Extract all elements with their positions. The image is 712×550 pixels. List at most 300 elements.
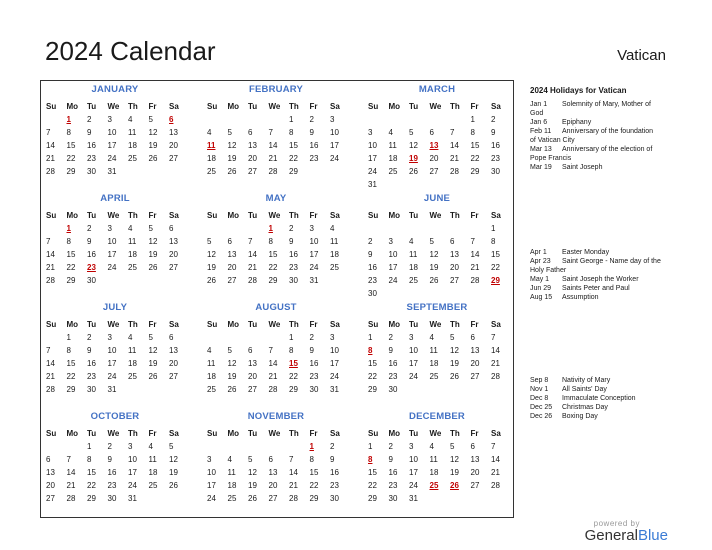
weekday-label: We: [107, 102, 120, 111]
weekday-label: Th: [450, 429, 460, 438]
day-cell: 30: [87, 276, 96, 285]
day-cell: 22: [470, 154, 480, 163]
day-cell: 11: [330, 237, 339, 246]
day-cell: 4: [429, 333, 434, 342]
weekday-label: Su: [368, 102, 379, 111]
weekday-label: Tu: [87, 102, 97, 111]
empty-cell: [228, 113, 249, 126]
day-cell: 19: [148, 141, 158, 150]
day-cell: 18: [128, 359, 137, 368]
weekday-label: Fr: [470, 320, 479, 329]
empty-cell: [409, 222, 430, 235]
day-cell: 3: [107, 333, 112, 342]
weekday-label: Sa: [330, 102, 340, 111]
holiday-day-cell: 1: [66, 115, 71, 124]
day-cell: 27: [470, 372, 480, 381]
weekday-label: Tu: [248, 211, 258, 220]
day-cell: 23: [87, 372, 96, 381]
day-cell: 31: [309, 276, 319, 285]
day-cell: 15: [368, 468, 377, 477]
weekday-label: We: [429, 211, 442, 220]
holiday-item: [530, 145, 700, 154]
day-cell: 13: [248, 359, 257, 368]
weekday-label: Th: [289, 320, 299, 329]
day-cell: 23: [388, 372, 398, 381]
holiday-date: Nov 1: [530, 386, 549, 393]
holiday-day-cell: 1: [309, 442, 314, 451]
day-cell: 28: [66, 494, 76, 503]
day-cell: 31: [107, 167, 117, 176]
day-cell: 2: [87, 115, 92, 124]
month-name: JANUARY: [91, 84, 139, 95]
weekday-label: Fr: [148, 320, 157, 329]
day-cell: 29: [66, 385, 76, 394]
month-name: NOVEMBER: [247, 411, 305, 422]
day-cell: 15: [66, 359, 76, 368]
day-cell: 30: [388, 385, 398, 394]
day-cell: 30: [87, 167, 96, 176]
day-cell: 6: [169, 333, 174, 342]
day-cell: 24: [309, 263, 319, 272]
weekday-label: Mo: [66, 102, 79, 111]
day-cell: 18: [330, 250, 339, 259]
day-cell: 7: [268, 346, 273, 355]
holiday-day-cell: 1: [66, 224, 71, 233]
holiday-item: [530, 248, 700, 257]
day-cell: 4: [330, 224, 335, 233]
day-cell: 16: [87, 250, 96, 259]
day-cell: 4: [388, 128, 393, 137]
weekday-label: We: [107, 429, 120, 438]
day-cell: 4: [207, 128, 212, 137]
day-cell: 5: [227, 128, 232, 137]
day-cell: 29: [309, 494, 319, 503]
empty-cell: [389, 222, 410, 235]
day-cell: 5: [248, 455, 253, 464]
month-name: DECEMBER: [409, 411, 465, 422]
day-cell: 21: [491, 359, 500, 368]
month-grid: [46, 427, 184, 505]
holiday-date: Aug 15: [530, 294, 553, 301]
day-cell: 7: [491, 333, 496, 342]
day-cell: 7: [46, 128, 51, 137]
weekday-label: Sa: [169, 429, 179, 438]
day-cell: 23: [289, 263, 298, 272]
month-name: MARCH: [418, 84, 456, 95]
day-cell: 18: [207, 372, 216, 381]
day-cell: 3: [409, 333, 414, 342]
day-cell: 12: [429, 250, 439, 259]
powered-by-label: powered by: [593, 519, 640, 528]
day-cell: 1: [491, 224, 496, 233]
weekday-label: Fr: [148, 102, 157, 111]
weekday-label: Su: [207, 211, 218, 220]
empty-cell: [248, 440, 269, 453]
day-cell: 13: [169, 128, 178, 137]
holiday-day-cell: 1: [268, 224, 273, 233]
day-cell: 31: [128, 494, 137, 503]
holiday-item: [530, 385, 700, 394]
month-october: [46, 411, 184, 505]
holiday-date: Apr 23: [530, 258, 551, 265]
holiday-item: [530, 257, 700, 266]
day-cell: 2: [309, 115, 314, 124]
day-cell: 9: [289, 237, 294, 246]
empty-cell: [248, 331, 269, 344]
day-cell: 7: [289, 455, 294, 464]
day-cell: 4: [207, 346, 212, 355]
weekday-label: Su: [368, 320, 379, 329]
holiday-name-continued: Pope Francis: [530, 155, 572, 162]
day-cell: 27: [169, 263, 178, 272]
day-cell: 25: [388, 167, 398, 176]
day-cell: 28: [46, 167, 55, 176]
day-cell: 6: [429, 128, 434, 137]
holiday-name: Epiphany: [562, 119, 592, 126]
day-cell: 7: [450, 128, 455, 137]
day-cell: 8: [470, 128, 475, 137]
weekday-label: Fr: [148, 429, 157, 438]
day-cell: 12: [148, 128, 158, 137]
day-cell: 5: [148, 115, 153, 124]
day-cell: 10: [207, 468, 216, 477]
day-cell: 24: [409, 372, 418, 381]
month-grid: [207, 427, 345, 505]
holiday-name: Boxing Day: [562, 413, 598, 420]
month-grid: [368, 318, 506, 396]
day-cell: 19: [450, 468, 459, 477]
day-cell: 11: [429, 346, 438, 355]
weekday-label: Th: [450, 320, 460, 329]
day-cell: 21: [46, 263, 55, 272]
day-cell: 13: [227, 250, 237, 259]
day-cell: 5: [450, 442, 455, 451]
day-cell: 22: [268, 263, 278, 272]
day-cell: 20: [248, 154, 257, 163]
month-august: [207, 302, 345, 396]
day-cell: 11: [388, 141, 397, 150]
day-cell: 27: [169, 372, 178, 381]
day-cell: 27: [227, 276, 237, 285]
weekday-label: Tu: [409, 102, 419, 111]
day-cell: 5: [207, 237, 212, 246]
weekday-label: We: [268, 320, 281, 329]
day-cell: 10: [309, 237, 319, 246]
weekday-label: Tu: [248, 429, 258, 438]
day-cell: 16: [491, 141, 500, 150]
day-cell: 15: [268, 250, 278, 259]
day-cell: 14: [248, 250, 257, 259]
day-cell: 20: [429, 154, 439, 163]
day-cell: 13: [450, 250, 459, 259]
day-cell: 10: [107, 128, 117, 137]
holiday-date: Jun 29: [530, 285, 552, 292]
empty-cell: [228, 222, 249, 235]
day-cell: 17: [309, 250, 319, 259]
day-cell: 12: [227, 359, 237, 368]
day-cell: 5: [148, 224, 153, 233]
day-cell: 10: [107, 237, 117, 246]
day-cell: 15: [309, 468, 319, 477]
day-cell: 23: [107, 481, 117, 490]
weekday-label: Su: [46, 429, 57, 438]
day-cell: 28: [268, 385, 278, 394]
day-cell: 26: [169, 481, 178, 490]
country-label: Vatican: [617, 47, 666, 64]
weekday-label: Tu: [248, 102, 258, 111]
day-cell: 14: [491, 346, 500, 355]
day-cell: 28: [289, 494, 298, 503]
day-cell: 2: [87, 224, 92, 233]
day-cell: 12: [450, 346, 459, 355]
weekday-label: We: [107, 320, 120, 329]
day-cell: 12: [207, 250, 216, 259]
weekday-label: Fr: [309, 320, 318, 329]
day-cell: 29: [289, 167, 298, 176]
empty-cell: [450, 222, 471, 235]
day-cell: 12: [409, 141, 418, 150]
day-cell: 19: [169, 468, 178, 477]
day-cell: 7: [46, 237, 51, 246]
day-cell: 29: [368, 385, 377, 394]
weekday-label: Mo: [66, 320, 79, 329]
day-cell: 3: [309, 224, 314, 233]
day-cell: 20: [46, 481, 55, 490]
day-cell: 13: [46, 468, 55, 477]
day-cell: 22: [66, 372, 76, 381]
day-cell: 23: [309, 372, 319, 381]
empty-cell: [46, 440, 67, 453]
day-cell: 23: [330, 481, 339, 490]
weekday-label: Su: [46, 211, 57, 220]
day-cell: 11: [409, 250, 418, 259]
day-cell: 14: [289, 468, 298, 477]
day-cell: 20: [227, 263, 237, 272]
holiday-date: Dec 8: [530, 395, 549, 402]
weekday-label: Tu: [87, 211, 97, 220]
weekday-label: Su: [207, 429, 218, 438]
day-cell: 14: [268, 141, 278, 150]
day-cell: 6: [227, 237, 232, 246]
day-cell: 11: [207, 359, 216, 368]
month-name: JULY: [102, 302, 128, 313]
month-grid: [207, 318, 345, 396]
day-cell: 13: [268, 468, 278, 477]
day-cell: 6: [450, 237, 455, 246]
day-cell: 16: [388, 468, 398, 477]
weekday-label: Fr: [470, 429, 479, 438]
day-cell: 22: [289, 154, 298, 163]
day-cell: 21: [289, 481, 298, 490]
day-cell: 20: [268, 481, 278, 490]
day-cell: 20: [169, 141, 178, 150]
day-cell: 26: [227, 385, 237, 394]
weekday-label: Su: [207, 320, 218, 329]
holiday-list-q2: [530, 248, 700, 302]
empty-cell: [46, 113, 67, 126]
day-cell: 30: [289, 276, 298, 285]
month-grid: [207, 209, 345, 287]
weekday-label: Sa: [491, 102, 501, 111]
weekday-label: Mo: [388, 429, 401, 438]
day-cell: 19: [450, 359, 459, 368]
day-cell: 5: [169, 442, 174, 451]
day-cell: 1: [66, 333, 71, 342]
day-cell: 30: [87, 385, 96, 394]
day-cell: 17: [128, 468, 137, 477]
weekday-label: Sa: [491, 211, 501, 220]
holiday-name: Saint Joseph: [562, 164, 603, 171]
day-cell: 25: [128, 263, 137, 272]
day-cell: 14: [450, 141, 459, 150]
holiday-name: Solemnity of Mary, Mother of: [562, 101, 651, 108]
day-cell: 22: [491, 263, 500, 272]
day-cell: 13: [470, 455, 480, 464]
day-cell: 15: [368, 359, 377, 368]
day-cell: 8: [66, 128, 71, 137]
day-cell: 18: [207, 154, 216, 163]
day-cell: 26: [207, 276, 216, 285]
day-cell: 14: [66, 468, 76, 477]
day-cell: 10: [409, 346, 418, 355]
empty-cell: [471, 222, 492, 235]
day-cell: 1: [289, 115, 294, 124]
day-cell: 16: [107, 468, 117, 477]
empty-cell: [207, 222, 228, 235]
day-cell: 21: [470, 263, 480, 272]
day-cell: 29: [470, 167, 480, 176]
day-cell: 3: [128, 442, 133, 451]
day-cell: 6: [470, 442, 475, 451]
holiday-day-cell: 26: [450, 481, 459, 490]
day-cell: 6: [248, 128, 253, 137]
month-june: [368, 193, 506, 300]
weekday-label: Fr: [309, 429, 318, 438]
day-cell: 20: [169, 359, 178, 368]
day-cell: 18: [227, 481, 237, 490]
day-cell: 7: [248, 237, 253, 246]
month-january: [46, 84, 184, 178]
day-cell: 22: [368, 372, 377, 381]
day-cell: 28: [268, 167, 278, 176]
holiday-list-q3: [530, 376, 700, 421]
day-cell: 2: [309, 333, 314, 342]
day-cell: 12: [227, 141, 237, 150]
day-cell: 2: [87, 333, 92, 342]
day-cell: 21: [46, 154, 55, 163]
weekday-label: Mo: [227, 211, 240, 220]
day-cell: 19: [148, 250, 158, 259]
day-cell: 13: [470, 346, 480, 355]
day-cell: 15: [491, 250, 500, 259]
day-cell: 30: [491, 167, 500, 176]
holiday-item: [530, 293, 700, 302]
holiday-item: [530, 275, 700, 284]
day-cell: 17: [409, 359, 418, 368]
weekday-label: Sa: [169, 211, 179, 220]
weekday-label: Tu: [87, 429, 97, 438]
day-cell: 19: [227, 372, 237, 381]
holiday-item: [530, 376, 700, 385]
day-cell: 28: [491, 481, 500, 490]
day-cell: 30: [368, 289, 377, 298]
weekday-label: Fr: [148, 211, 157, 220]
weekday-label: Su: [368, 429, 379, 438]
day-cell: 29: [66, 276, 76, 285]
weekday-label: We: [268, 429, 281, 438]
day-cell: 23: [388, 481, 398, 490]
day-cell: 24: [107, 372, 117, 381]
day-cell: 3: [368, 128, 373, 137]
weekday-label: Su: [46, 320, 57, 329]
day-cell: 4: [148, 442, 153, 451]
day-cell: 9: [87, 237, 92, 246]
day-cell: 28: [491, 372, 500, 381]
month-name: AUGUST: [255, 302, 297, 313]
day-cell: 15: [470, 141, 480, 150]
holiday-item: [530, 127, 700, 136]
weekday-label: Th: [128, 211, 138, 220]
day-cell: 22: [87, 481, 96, 490]
weekday-label: Mo: [66, 429, 79, 438]
day-cell: 24: [368, 167, 377, 176]
day-cell: 26: [409, 167, 418, 176]
day-cell: 16: [368, 263, 377, 272]
weekday-label: Tu: [409, 320, 419, 329]
day-cell: 5: [148, 333, 153, 342]
month-grid: [46, 209, 184, 287]
page-title: 2024 Calendar: [45, 36, 216, 66]
day-cell: 1: [289, 333, 294, 342]
day-cell: 3: [107, 224, 112, 233]
day-cell: 14: [46, 359, 55, 368]
holiday-day-cell: 25: [429, 481, 439, 490]
day-cell: 11: [128, 346, 137, 355]
holiday-item: [530, 412, 700, 421]
day-cell: 17: [330, 141, 339, 150]
day-cell: 19: [148, 359, 158, 368]
day-cell: 28: [46, 385, 55, 394]
empty-cell: [389, 113, 410, 126]
holiday-date: Sep 8: [530, 377, 549, 384]
day-cell: 8: [268, 237, 273, 246]
empty-cell: [368, 113, 389, 126]
day-cell: 24: [330, 154, 339, 163]
weekday-label: Su: [207, 102, 218, 111]
weekday-label: Th: [289, 102, 299, 111]
weekday-label: Sa: [330, 429, 340, 438]
day-cell: 16: [87, 359, 96, 368]
holiday-name: Immaculate Conception: [562, 395, 636, 402]
day-cell: 29: [87, 494, 96, 503]
day-cell: 25: [409, 276, 418, 285]
holiday-name: Assumption: [562, 294, 599, 301]
day-cell: 14: [491, 455, 500, 464]
day-cell: 25: [128, 372, 137, 381]
day-cell: 18: [388, 154, 398, 163]
day-cell: 6: [268, 455, 273, 464]
empty-cell: [67, 440, 88, 453]
day-cell: 29: [289, 385, 298, 394]
day-cell: 16: [330, 468, 339, 477]
day-cell: 27: [450, 276, 459, 285]
holiday-day-cell: 23: [87, 263, 96, 272]
month-december: [368, 411, 506, 505]
holiday-day-cell: 11: [207, 141, 216, 150]
day-cell: 9: [330, 455, 335, 464]
weekday-label: Th: [128, 429, 138, 438]
holiday-name-continued: God: [530, 110, 544, 117]
